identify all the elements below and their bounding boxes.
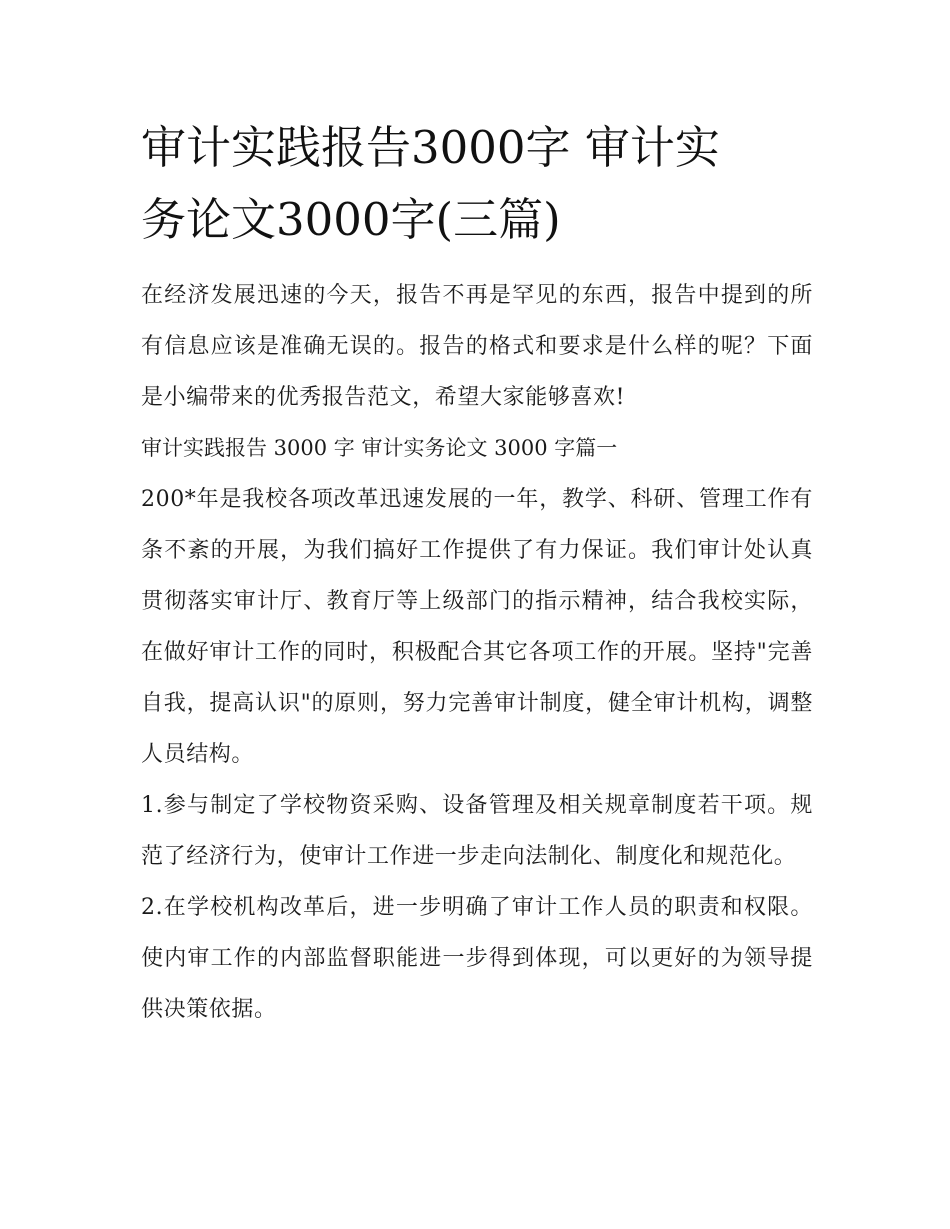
list-item-1: 1.参与制定了学校物资采购、设备管理及相关规章制度若干项。规范了经济行为，使审计工作进一步走向法制化、制度化和规范化。 bbox=[141, 793, 813, 869]
document-title bbox=[141, 112, 813, 256]
section-heading: 审计实践报告 3000 字 审计实务论文 3000 字篇一 bbox=[141, 436, 618, 460]
list-item-2: 2.在学校机构改革后，进一步明确了审计工作人员的职责和权限。使内审工作的内部监督职能进一步得到体现，可以更好的为领导提供决策依据。 bbox=[141, 895, 813, 1022]
title-line-2: 务论文3000字(三篇) bbox=[141, 193, 561, 246]
title-line-1: 审计实践报告3000字 审计实 bbox=[141, 121, 720, 174]
intro-paragraph: 在经济发展迅速的今天，报告不再是罕见的东西，报告中提到的所有信息应该是准确无误的。报告的格式和要求是什么样的呢？下面是小编带来的优秀报告范文，希望大家能够喜欢! bbox=[141, 283, 813, 410]
document-content bbox=[141, 112, 813, 1035]
document-body bbox=[141, 270, 813, 1035]
body-paragraph-1: 200*年是我校各项改革迅速发展的一年，教学、科研、管理工作有条不紊的开展，为我们搞好工作提供了有力保证。我们审计处认真贯彻落实审计厅、教育厅等上级部门的指示精神，结合我校实际，在做好审计工作的同时，积极配合其它各项工作的开展。坚持"完善自我，提高认识"的原则，努力完善审计制度，健全审计机构，调整人员结构。 bbox=[141, 487, 813, 767]
